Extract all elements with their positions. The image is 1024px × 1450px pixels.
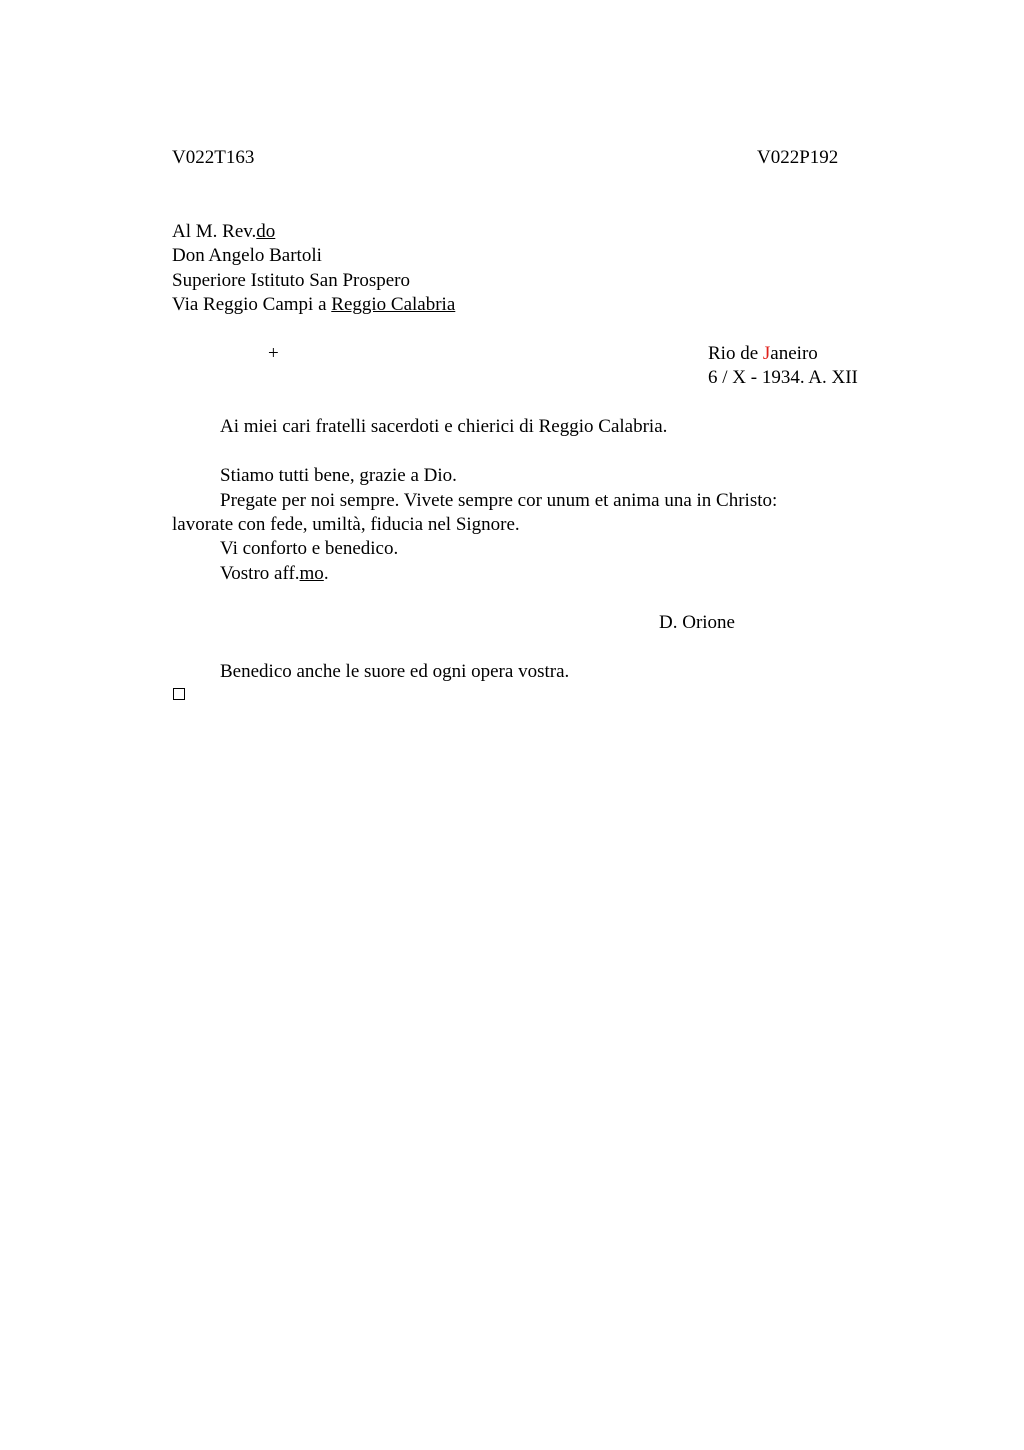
document-code-left: V022T163 xyxy=(172,147,255,168)
postscript: Benedico anche le suore ed ogni opera vostra. xyxy=(220,661,570,682)
body-paragraph-2-line-2: lavorate con fede, umiltà, fiducia nel Signore. xyxy=(172,514,520,535)
address-line-2: Don Angelo Bartoli xyxy=(172,245,322,266)
closing-period: . xyxy=(323,563,329,584)
address-line-4-text: Via Reggio Campi a xyxy=(172,294,332,315)
address-line-4 xyxy=(172,293,455,317)
closing-line xyxy=(220,562,329,586)
closing-underlined: mo xyxy=(299,563,324,584)
address-line-4-underlined: Reggio Calabria xyxy=(331,294,456,315)
address-line-1 xyxy=(172,220,275,244)
body-paragraph-1: Stiamo tutti bene, grazie a Dio. xyxy=(220,465,457,486)
address-line-1-underlined: do xyxy=(256,221,276,242)
address-line-1-text: Al M. Rev. xyxy=(172,221,257,242)
address-line-3: Superiore Istituto San Prospero xyxy=(172,270,411,291)
place-line xyxy=(708,342,818,366)
closing-text: Vostro aff. xyxy=(220,563,300,584)
cross-symbol: + xyxy=(268,343,279,364)
date-line: 6 / X - 1934. A. XII xyxy=(708,367,858,388)
checkbox-square-icon xyxy=(173,688,185,700)
document-code-right: V022P192 xyxy=(757,147,839,168)
body-paragraph-2-line-1: Pregate per noi sempre. Vivete sempre cor unum et anima una in Christo: xyxy=(220,490,778,511)
place-text-red-letter: J xyxy=(762,343,771,364)
signature: D. Orione xyxy=(659,612,735,633)
place-text-suffix: aneiro xyxy=(770,343,818,364)
place-text-prefix: Rio de xyxy=(708,343,763,364)
salutation: Ai miei cari fratelli sacerdoti e chierici di Reggio Calabria. xyxy=(220,416,668,437)
body-paragraph-3: Vi conforto e benedico. xyxy=(220,538,399,559)
